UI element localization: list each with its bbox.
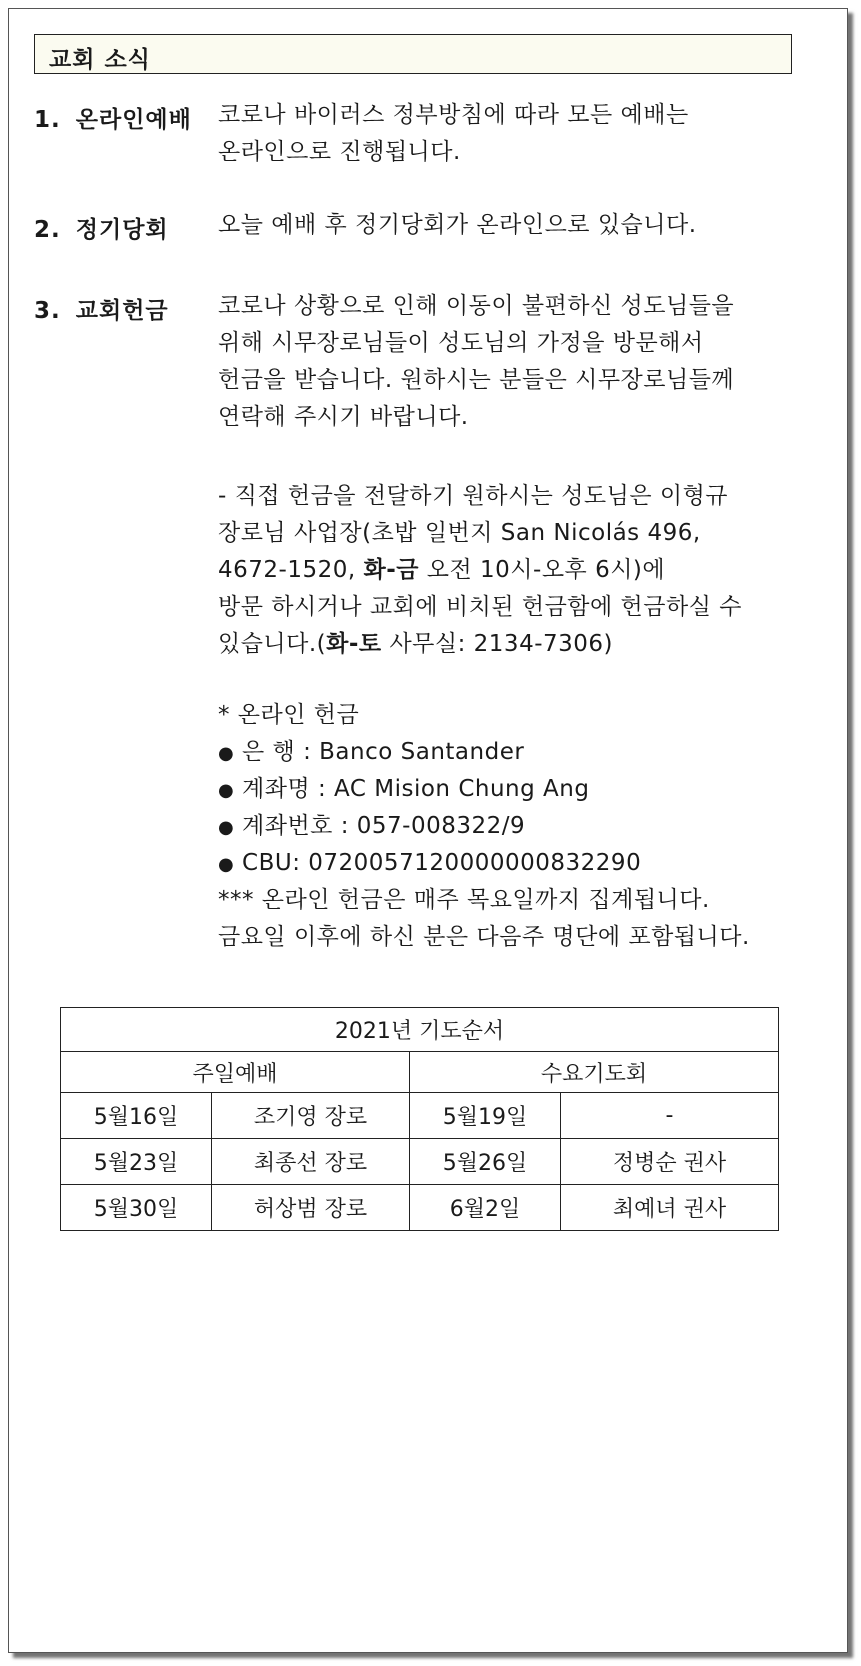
table-header-row	[61, 1052, 779, 1093]
direct-text: 사무실: 2134-7306)	[381, 631, 614, 657]
item-3-line: 위해 시무장로님들이 성도님의 가정을 방문해서	[218, 330, 704, 356]
sunday-date: 5월16일	[61, 1093, 212, 1139]
direct-line-hours	[218, 552, 742, 589]
online-note: 금요일 이후에 하신 분은 다음주 명단에 포함됩니다.	[218, 924, 750, 950]
account-name: 계좌명 : AC Mision Chung Ang	[242, 776, 590, 802]
online-offering	[218, 697, 750, 956]
office-days-bold: 화-토	[326, 631, 382, 657]
prayer-schedule-table	[60, 1007, 779, 1231]
wednesday-prayer-header: 수요기도회	[410, 1052, 779, 1093]
table-row	[61, 1093, 779, 1139]
wednesday-leader: 정병순 권사	[561, 1139, 779, 1185]
item-2-number: 2.	[34, 217, 61, 243]
weekday-range-bold: 화-금	[363, 557, 419, 583]
item-3-line: 헌금을 받습니다. 원하시는 분들은 시무장로님들께	[218, 367, 735, 393]
item-1-number: 1.	[34, 107, 61, 133]
item-3-body	[218, 288, 734, 436]
bank-name: 은 행 : Banco Santander	[242, 739, 525, 765]
online-heading: * 온라인 헌금	[218, 702, 360, 728]
direct-line: 장로님 사업장(초밥 일번지 San Nicolás 496,	[218, 520, 701, 546]
online-note: *** 온라인 헌금은 매주 목요일까지 집계됩니다.	[218, 887, 710, 913]
sunday-date: 5월30일	[61, 1185, 212, 1231]
bullet-icon: ●	[218, 780, 235, 801]
account-number: 계좌번호 : 057-008322/9	[242, 813, 526, 839]
direct-text: 오전 10시-오후 6시)에	[418, 557, 666, 583]
sunday-date: 5월23일	[61, 1139, 212, 1185]
wednesday-leader: -	[561, 1093, 779, 1139]
direct-line: - 직접 헌금을 전달하기 원하시는 성도님은 이형규	[218, 483, 729, 509]
bank-row	[218, 734, 750, 771]
item-1-body	[218, 97, 689, 171]
item-3-heading	[34, 292, 169, 325]
cbu-row	[218, 845, 750, 882]
item-1-line: 코로나 바이러스 정부방침에 따라 모든 예배는	[218, 102, 689, 128]
sunday-leader: 허상범 장로	[212, 1185, 410, 1231]
item-3-title: 교회헌금	[75, 298, 169, 324]
item-2-body	[218, 207, 697, 244]
table-row	[61, 1139, 779, 1185]
item-3-line: 연락해 주시기 바랍니다.	[218, 404, 469, 430]
cbu-number: CBU: 0720057120000000832290	[242, 850, 642, 876]
sunday-leader: 조기영 장로	[212, 1093, 410, 1139]
item-2-line: 오늘 예배 후 정기당회가 온라인으로 있습니다.	[218, 212, 697, 238]
bullet-icon: ●	[218, 743, 235, 764]
table-row	[61, 1185, 779, 1231]
table-title-row	[61, 1008, 779, 1052]
bullet-icon: ●	[218, 854, 235, 875]
direct-line: 방문 하시거나 교회에 비치된 헌금함에 헌금하실 수	[218, 594, 742, 620]
sunday-service-header: 주일예배	[61, 1052, 410, 1093]
item-3-line: 코로나 상황으로 인해 이동이 불편하신 성도님들을	[218, 293, 735, 319]
item-1-heading	[34, 101, 192, 134]
item-1-title: 온라인예배	[75, 107, 192, 133]
account-name-row	[218, 771, 750, 808]
item-2-heading	[34, 211, 169, 244]
item-1-line: 온라인으로 진행됩니다.	[218, 139, 461, 165]
wednesday-leader: 최예녀 권사	[561, 1185, 779, 1231]
wednesday-date: 5월26일	[410, 1139, 561, 1185]
item-3-number: 3.	[34, 298, 61, 324]
wednesday-date: 5월19일	[410, 1093, 561, 1139]
table-title: 2021년 기도순서	[61, 1008, 779, 1052]
section-header	[34, 34, 792, 74]
bullet-icon: ●	[218, 817, 235, 838]
direct-line-office	[218, 626, 742, 663]
direct-offering-paragraph	[218, 478, 742, 663]
item-2-title: 정기당회	[75, 217, 169, 243]
section-title: 교회 소식	[49, 47, 151, 73]
direct-text: 4672-1520,	[218, 557, 364, 583]
account-number-row	[218, 808, 750, 845]
wednesday-date: 6월2일	[410, 1185, 561, 1231]
direct-text: 있습니다.(	[218, 631, 327, 657]
sunday-leader: 최종선 장로	[212, 1139, 410, 1185]
